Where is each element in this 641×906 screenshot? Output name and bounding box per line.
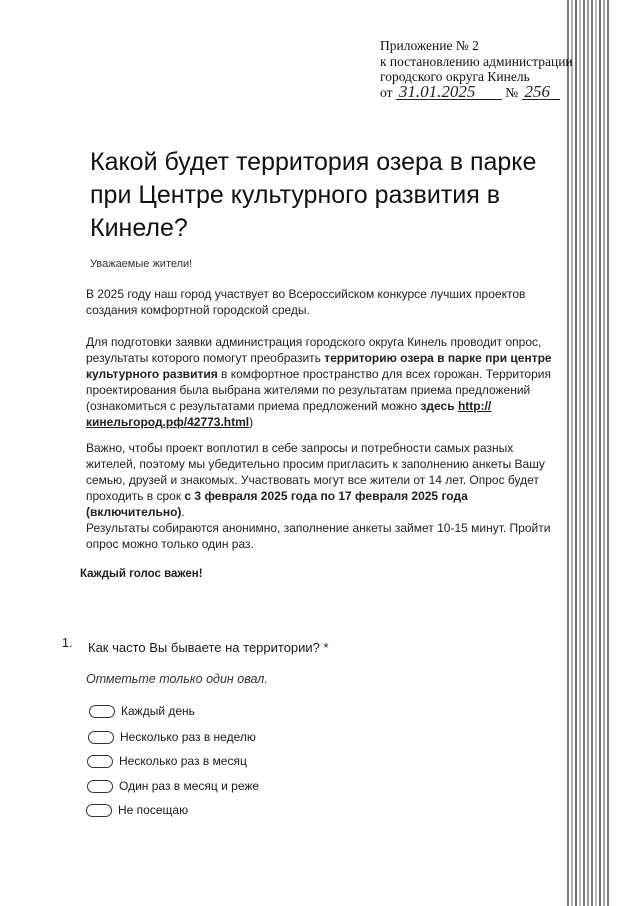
appendix-line-2: к постановлению администрации [380,53,573,69]
p3-text-c: . [181,505,185,519]
option-label: Несколько раз в неделю [120,730,256,744]
every-vote-matters: Каждый голос важен! [80,568,203,580]
oval-radio-icon[interactable] [87,755,113,768]
oval-radio-icon[interactable] [86,804,112,817]
handwritten-date: 31.01.2025 [396,85,502,100]
p3-dates: с 3 февраля 2025 года по 17 февраля 2025 года (включительно) [86,489,468,519]
page-title: Какой будет территория озера в парке при Центре культурного развития в Кинеле? [90,148,537,242]
date-prefix: от [380,84,393,100]
handwritten-number: 256 [522,85,560,100]
appendix-line-1: Приложение № 2 [380,38,479,53]
paragraph-anonymous: Результаты собираются анонимно, заполнение анкеты займет 10-15 минут. Пройти опрос можно только один раз. [86,521,551,551]
oval-radio-icon[interactable] [87,780,113,793]
option-label: Не посещаю [118,803,189,817]
p2-text-f: ) [249,415,254,429]
question-label: Как часто Вы бываете на территории? [88,640,320,655]
option-label: Каждый день [121,704,195,718]
scan-binding-edge [565,0,610,906]
option-once-month-or-less[interactable] [87,779,259,793]
p2-highlight-territory: территорию озера в парке при центре культурного развития [86,351,552,381]
results-link[interactable]: http://кинельгород.рф/42773.html [86,399,492,429]
oval-radio-icon[interactable] [88,731,114,744]
option-never[interactable] [86,803,188,817]
option-several-per-month[interactable] [87,754,247,768]
paragraph-invite [86,440,561,520]
option-several-per-week[interactable] [88,730,256,744]
greeting: Уважаемые жители! [90,258,193,270]
number-prefix: № [505,84,519,100]
option-label: Несколько раз в месяц [119,754,247,768]
question-text [88,640,329,655]
paragraph-survey-purpose [86,334,561,430]
option-label: Один раз в месяц и реже [119,779,260,793]
p2-here: здесь [420,399,455,413]
required-marker: * [323,640,329,655]
appendix-header [380,38,600,100]
p2-text-a: Для подготовки заявки администрация городского округа Кинель проводит опрос, результаты которого помогут преобразить [86,335,542,365]
appendix-date-row [380,81,600,101]
question-number: 1. [62,636,73,650]
appendix-line-3: городского округа Кинель [380,69,530,84]
paragraph-contest: В 2025 году наш город участвует во Всероссийском конкурсе лучших проектов создания комфортной городской среды. [86,287,526,317]
p2-text-c: в комфортное пространство для всех горожан. Территория проектирования была выбрана жителями по результатам приема предложений (ознакомиться с результатами приема предложений можно [86,367,551,413]
question-instruction: Отметьте только один овал. [86,672,268,686]
option-every-day[interactable] [89,704,195,718]
p3-text-a: Важно, чтобы проект воплотил в себе запросы и потребности самых разных жителей, поэтому мы убедительно просим пригласить к заполнению анкеты Вашу семью, друзей и знакомых. Участвовать могут все жители от 14 лет. Опрос будет проходить в срок [86,441,545,503]
oval-radio-icon[interactable] [89,705,115,718]
